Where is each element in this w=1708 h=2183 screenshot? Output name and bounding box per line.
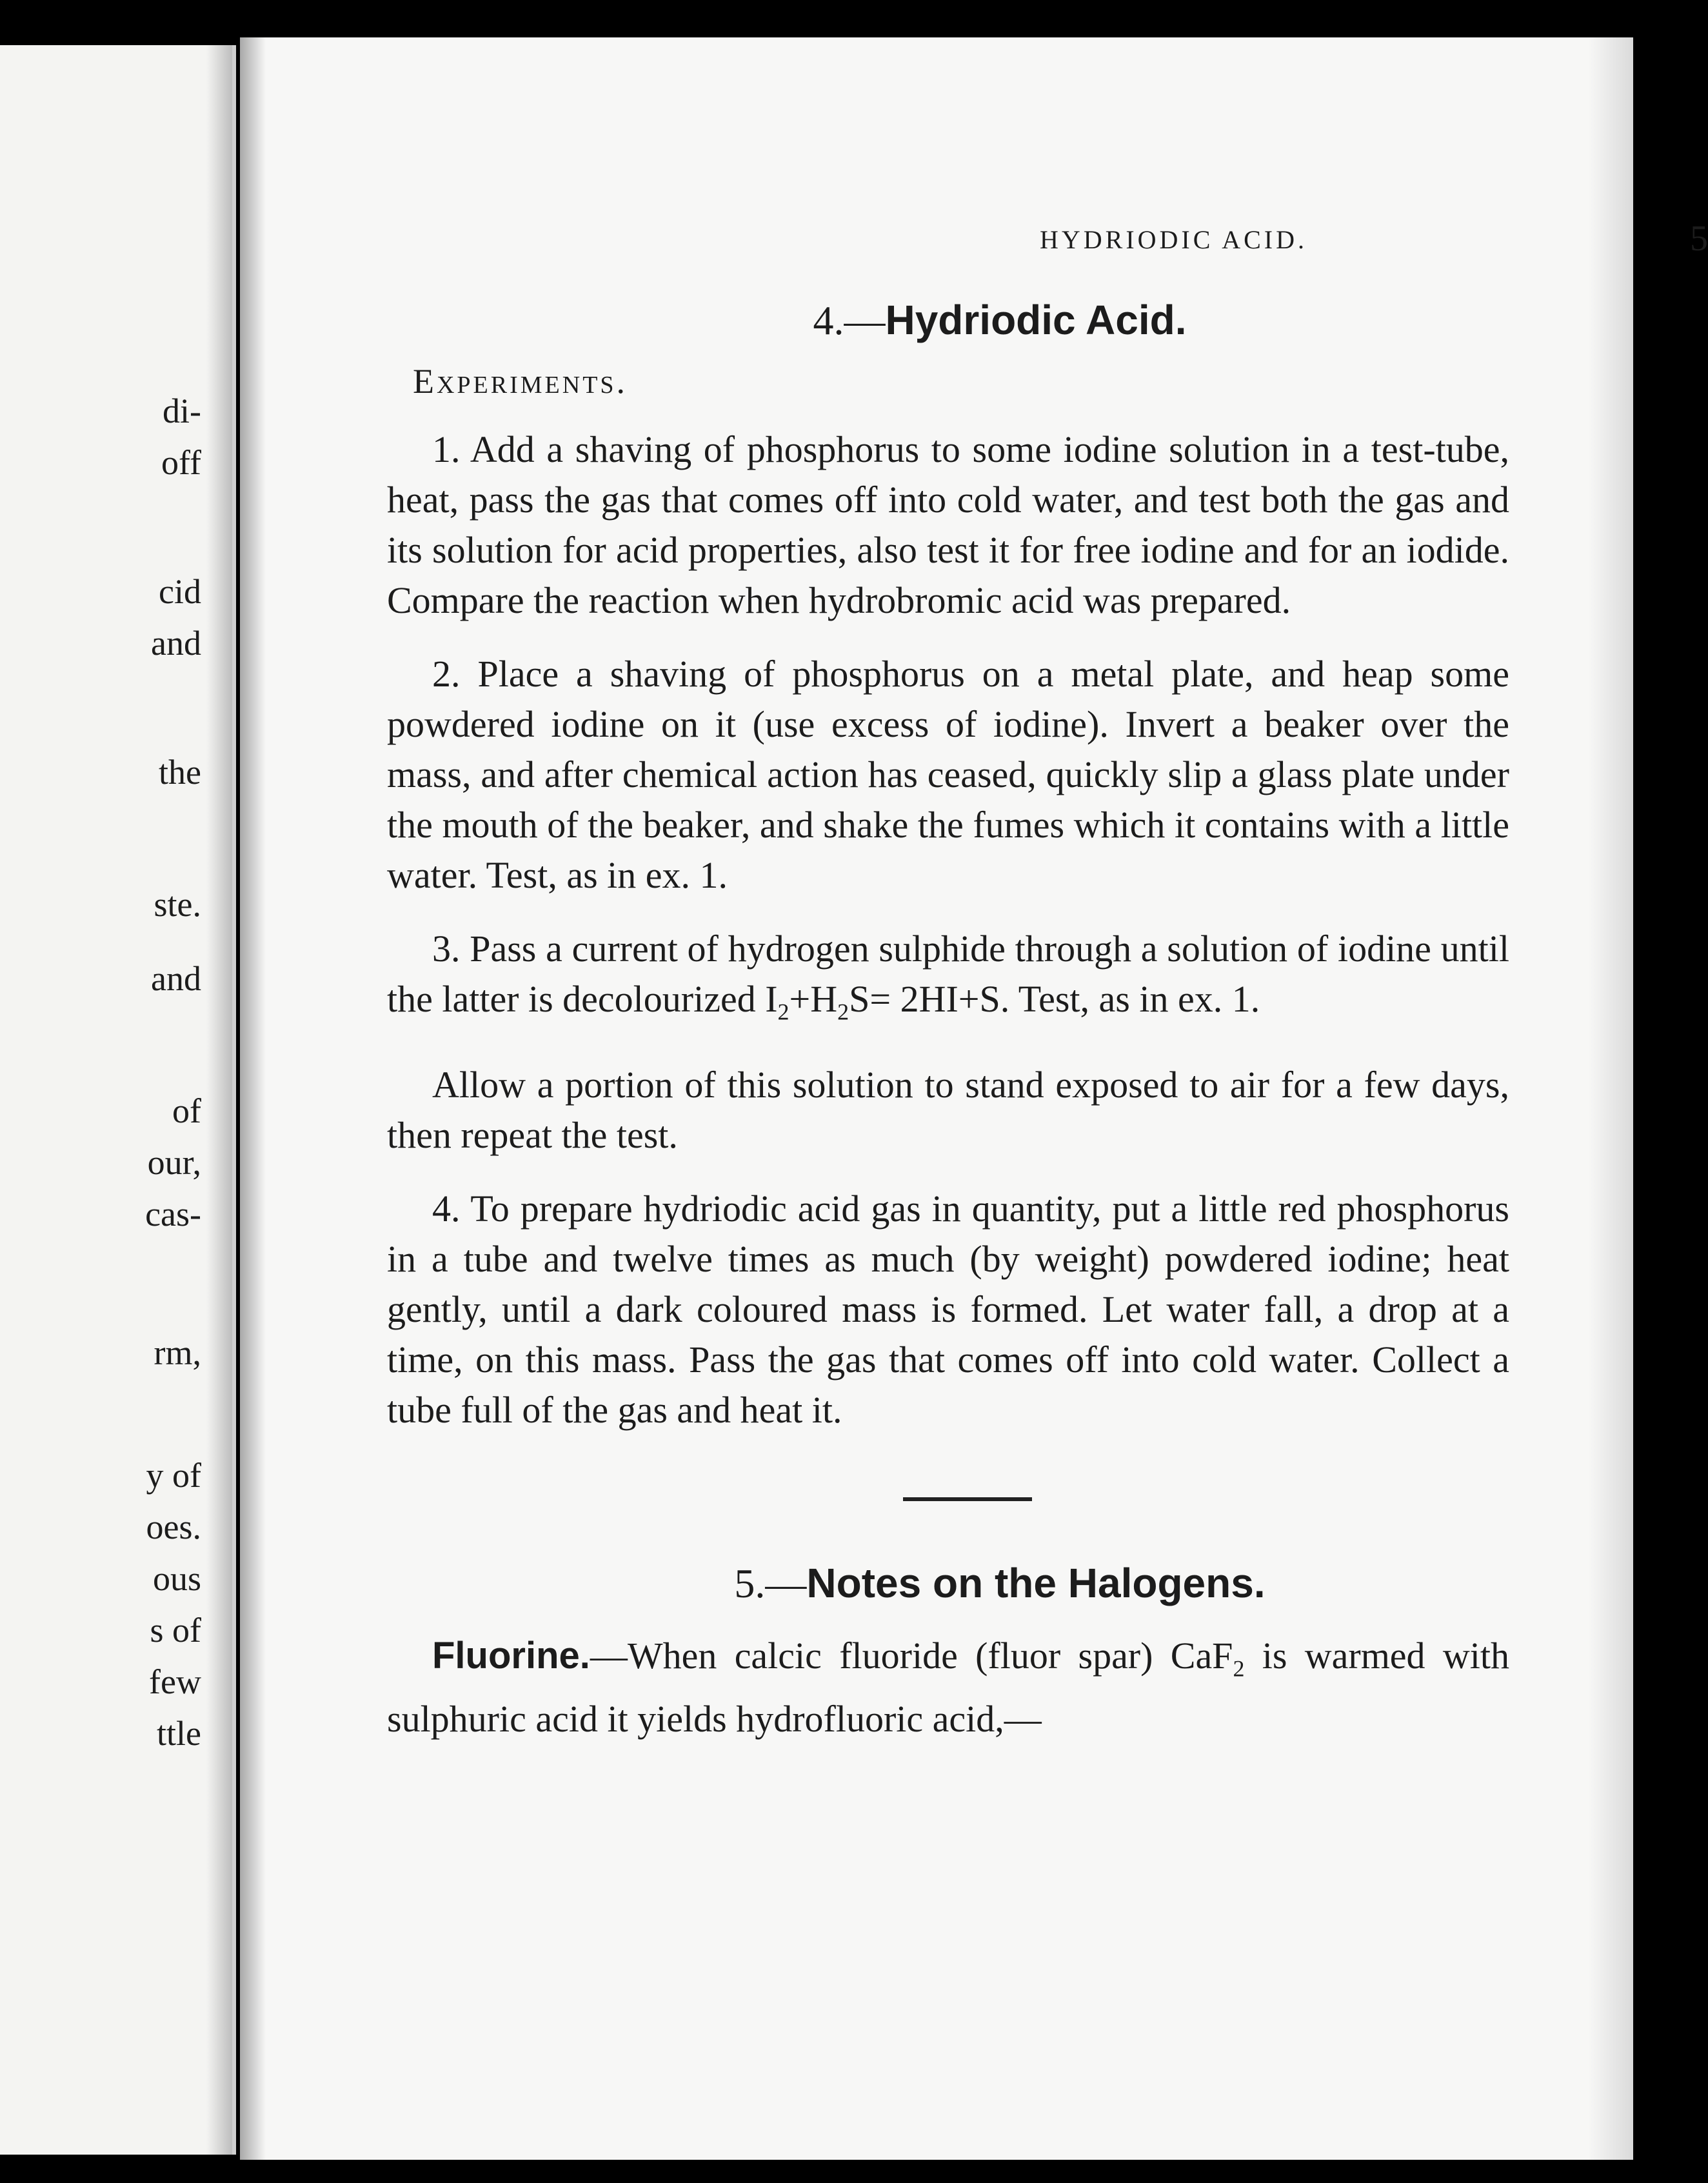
page-content bbox=[387, 186, 1509, 1744]
facing-page-fragment: ttle bbox=[157, 1714, 201, 1753]
section-divider bbox=[903, 1497, 1032, 1501]
facing-page-fragment: our, bbox=[147, 1143, 201, 1182]
fluorine-text-end: is warmed with sulphuric acid it yields hydrofluoric acid,— bbox=[387, 1635, 1509, 1740]
scan-border bbox=[0, 0, 1638, 39]
facing-page-fragment: few bbox=[149, 1662, 201, 1701]
facing-page-fragment: rm, bbox=[154, 1333, 201, 1372]
facing-page-fragment: and bbox=[151, 624, 201, 663]
facing-page-fragment: s of bbox=[150, 1611, 201, 1650]
facing-page-fragment: off bbox=[161, 443, 201, 482]
subscript: 2 bbox=[837, 999, 849, 1025]
section-title: Notes on the Halogens. bbox=[806, 1560, 1266, 1607]
running-head: HYDRIODIC ACID. bbox=[1040, 225, 1307, 254]
facing-page bbox=[0, 45, 236, 2155]
document-page bbox=[240, 37, 1708, 2160]
experiments-subheading: Experiments. bbox=[413, 361, 628, 401]
section-title: Hydriodic Acid. bbox=[885, 297, 1187, 343]
page-number: 5 bbox=[1690, 219, 1708, 259]
facing-page-fragment: of bbox=[172, 1092, 201, 1130]
experiment-2-text: 2. Place a shaving of phosphorus on a metal plate, and heap some powdered iodine on it (use excess of iodine). Invert a beaker over the mass, and after chemical action has ceased, quickly slip a glass plate under the mouth of the beaker, and shake the fumes which it contains with a little water. Test, as in ex. 1. bbox=[387, 652, 1509, 896]
facing-page-fragment: and bbox=[151, 959, 201, 998]
experiment-3-text: 3. Pass a current of hydrogen sulphide through a solution of iodine until the latter is decolourized I bbox=[387, 927, 1509, 1020]
facing-page-fragment: ous bbox=[152, 1559, 201, 1598]
fluorine-paragraph bbox=[387, 1631, 1509, 1744]
experiment-1 bbox=[387, 424, 1509, 626]
facing-page-fragment: cas- bbox=[145, 1195, 201, 1233]
page-spine-shadow bbox=[240, 37, 266, 2160]
facing-page-fragment: di- bbox=[163, 392, 201, 430]
fluorine-text: —When calcic fluoride (fluor spar) CaF bbox=[590, 1635, 1233, 1677]
experiment-4-text: 4. To prepare hydriodic acid gas in quantity, put a little red phosphorus in a tube and twelve times as much (by weight) powdered iodine; heat gently, until a dark coloured mass is formed. Let water fall, a drop at a time, on this mass. Pass the gas that comes off into cold water. Collect a tube full of the gas and heat it. bbox=[387, 1188, 1509, 1431]
fluorine-lead: Fluorine. bbox=[432, 1635, 590, 1677]
section-heading-hydriodic-acid bbox=[490, 295, 1509, 346]
experiment-3 bbox=[387, 924, 1509, 1037]
facing-page-fragment: the bbox=[159, 753, 201, 792]
page-gutter bbox=[206, 45, 232, 2155]
experiment-1-text: 1. Add a shaving of phosphorus to some iodine solution in a test-tube, heat, pass the gas that comes off into cold water, and test both the gas and its solution for acid properties, also test it for free iodine and for an iodide. Compare the reaction when hydrobromic acid was prepared. bbox=[387, 428, 1509, 621]
experiment-2 bbox=[387, 649, 1509, 901]
facing-page-fragment: y of bbox=[146, 1456, 201, 1495]
experiment-3-formula-end: S= 2HI+S. Test, as in ex. 1. bbox=[849, 977, 1260, 1020]
section-heading-halogens bbox=[490, 1559, 1509, 1608]
experiment-3-note bbox=[387, 1060, 1509, 1161]
section-number: 4.— bbox=[813, 297, 886, 343]
facing-page-fragment: ste. bbox=[154, 885, 201, 924]
experiment-3-note-text: Allow a portion of this solution to stand exposed to air for a few days, then repeat the test. bbox=[387, 1064, 1509, 1157]
page-edge-shadow bbox=[1588, 37, 1633, 2160]
facing-page-fragment: cid bbox=[159, 572, 201, 611]
subscript: 2 bbox=[1233, 1655, 1245, 1682]
experiment-4 bbox=[387, 1184, 1509, 1435]
section-number: 5.— bbox=[734, 1560, 807, 1607]
experiment-3-formula: +H bbox=[789, 977, 838, 1020]
facing-page-fragment: oes. bbox=[146, 1508, 201, 1546]
subscript: 2 bbox=[777, 999, 789, 1025]
